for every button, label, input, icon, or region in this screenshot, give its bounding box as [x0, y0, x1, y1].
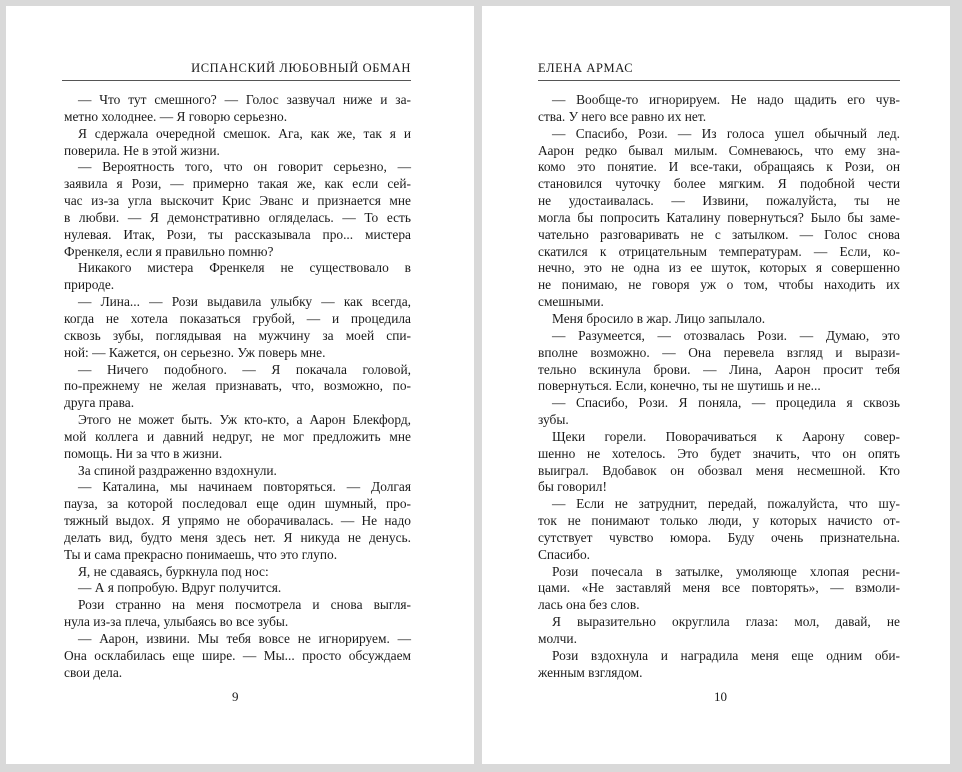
text-line: заявила я Рози, — примерно такая же, как если сей- [64, 176, 411, 192]
running-head-book-title: ИСПАНСКИЙ ЛЮБОВНЫЙ ОБМАН [191, 61, 411, 75]
text-line: Она осклабилась еще шире. — Мы... просто обсуждаем [64, 647, 411, 663]
text-line: Щеки горели. Поворачиваться к Аарону совер- [552, 428, 900, 444]
text-line: молчи. [538, 631, 577, 646]
text-line: цами. «Не заставляй меня все повторять», — взмоли- [538, 580, 900, 596]
text-line: помощь. Ни за что в жизни. [64, 445, 223, 461]
text-line: сквозь зубы, поглядывая на мужчину за моей спи- [64, 327, 411, 343]
left-page [6, 6, 474, 764]
text-line: ства. У него все равно их нет. [538, 108, 707, 124]
text-line: вполне возможно. — Она перевела взгляд и вырази- [538, 344, 900, 360]
running-head-author: ЕЛЕНА АРМАС [538, 61, 634, 75]
page-number: 9 [232, 689, 239, 704]
text-line: нула из-за плеча, улыбаясь во все зубы. [64, 614, 289, 630]
text-line: — Каталина, мы начинаем повторяться. — Долгая [78, 479, 411, 495]
text-line: сутствует чувство юмора. Буду очень признательна. [538, 529, 900, 545]
text-line: Я, не сдаваясь, буркнула под нос: [78, 563, 269, 579]
text-line: — Что тут смешного? — Голос зазвучал ниже и за- [78, 92, 411, 107]
text-line: чательно разговаривать не с затылком. — Голос снова [538, 226, 900, 242]
text-line: Рози вздохнула и наградила меня еще одним оби- [552, 647, 900, 663]
text-line: Ты и сама прекрасно понимаешь, что это глупо. [64, 546, 338, 562]
text-line: тяжный выдох. Я упрямо не оборачивалась. — Не надо [64, 513, 411, 529]
header-rule [62, 80, 411, 81]
text-line: За спиной раздраженно вздохнули. [78, 462, 277, 478]
text-line: — Спасибо, Рози. — Из голоса ушел обычный лед. [552, 125, 900, 141]
text-line: Рози странно на меня посмотрела и снова выгля- [78, 597, 411, 613]
text-line: повернуться. Если, конечно, ты не шутишь и не... [538, 378, 821, 394]
text-line: — Вероятность того, что он говорит серьезно, — [78, 159, 411, 175]
text-line: Аарон редко бывал милым. Сомневаюсь, что ему зна- [538, 142, 900, 158]
text-line: не удостаивалась. — Извини, пожалуйста, ты не [538, 193, 900, 209]
text-line: Никакого мистера Френкеля не существовало в [78, 260, 411, 276]
text-line: выиграл. Вдобавок он обозвал меня несмешной. Кто [538, 462, 900, 478]
text-line: час из-за угла выскочит Крис Эванс и признается мне [64, 193, 411, 209]
text-line: Я выразительно округлила глаза: мол, давай, не [552, 614, 900, 630]
text-line: Спасибо. [538, 546, 591, 562]
text-line: скатился к отрицательным температурам. — Если, ко- [538, 243, 900, 259]
text-line: женным взглядом. [538, 664, 643, 680]
text-line: нечно, это не одна из ее шуток, которых я совершенно [538, 260, 900, 276]
text-line: — Ничего подобного. — Я покачала головой, [78, 361, 411, 377]
text-line: — Лина... — Рози выдавила улыбку — как всегда, [78, 294, 411, 310]
body-text [64, 92, 411, 682]
header-rule [538, 80, 900, 81]
body-text [538, 92, 900, 682]
text-line: могла бы попросить Каталину повернуться? Было бы заме- [538, 209, 900, 225]
right-page [482, 6, 950, 764]
text-line: когда не хотела показаться грубой, — и процедила [64, 310, 411, 326]
text-line: — Аарон, извини. Мы тебя вовсе не игнорируем. — [78, 631, 411, 646]
text-line: шенно не хотелось. Это будет значить, что он опять [538, 445, 900, 461]
text-line: нулевая. Итак, Рози, ты рассказывала про... мистера [64, 226, 411, 242]
text-line: свои дела. [64, 664, 123, 680]
text-line: не понимаю, не говоря уж о том, чтобы находить их [538, 277, 900, 293]
text-line: тельно вскинула брови. — Лина, Аарон просит тебя [538, 361, 900, 377]
text-line: — А я попробую. Вдруг получится. [78, 580, 282, 596]
text-line: Рози почесала в затылке, умоляюще хлопая ресни- [552, 563, 900, 579]
text-line: — Спасибо, Рози. Я поняла, — процедила я сквозь [552, 395, 900, 411]
text-line: Меня бросило в жар. Лицо запылало. [552, 310, 766, 326]
text-line: Я сдержала очередной смешок. Ага, как же, так я и [78, 125, 411, 141]
text-line: ток не понимают только люди, у которых начисто от- [538, 513, 900, 529]
text-line: смешными. [538, 294, 604, 310]
text-line: природе. [64, 277, 115, 293]
text-line: лась она без слов. [538, 597, 640, 613]
text-line: — Вообще-то игнорируем. Не надо щадить его чув- [552, 92, 900, 107]
text-line: в любви. — Я демонстративно огляделась. — То есть [64, 209, 411, 225]
text-line: делать вид, будто меня здесь нет. Я никуда не денусь. [64, 529, 411, 545]
text-line: комо это понятие. И все-таки, обращаясь к Рози, он [538, 159, 900, 175]
text-line: друга права. [64, 395, 135, 411]
text-line: бы говорил! [538, 479, 607, 495]
text-line: — Разумеется, — отозвалась Рози. — Думаю, это [552, 327, 900, 343]
text-line: поверила. Не в этой жизни. [64, 142, 220, 158]
text-line: по-прежнему не желая признавать, что, возможно, по- [64, 378, 411, 394]
text-line: Этого не может быть. Уж кто-кто, а Аарон Блекфорд, [78, 412, 411, 428]
text-line: становился чуточку более мягким. Я подобной чести [538, 176, 900, 192]
text-line: метно холоднее. — Я говорю серьезно. [64, 108, 288, 124]
text-line: Френкеля, если я правильно помню? [64, 243, 274, 259]
page-number: 10 [714, 689, 727, 704]
text-line: — Если не затруднит, передай, пожалуйста, что шу- [552, 496, 900, 512]
text-line: мой коллега и давний недруг, не мог предложить мне [64, 428, 411, 444]
text-line: ной: — Кажется, он серьезно. Уж поверь мне. [64, 344, 326, 360]
text-line: зубы. [538, 412, 569, 428]
text-line: пауза, за которой последовал еще один шумный, про- [64, 496, 411, 512]
